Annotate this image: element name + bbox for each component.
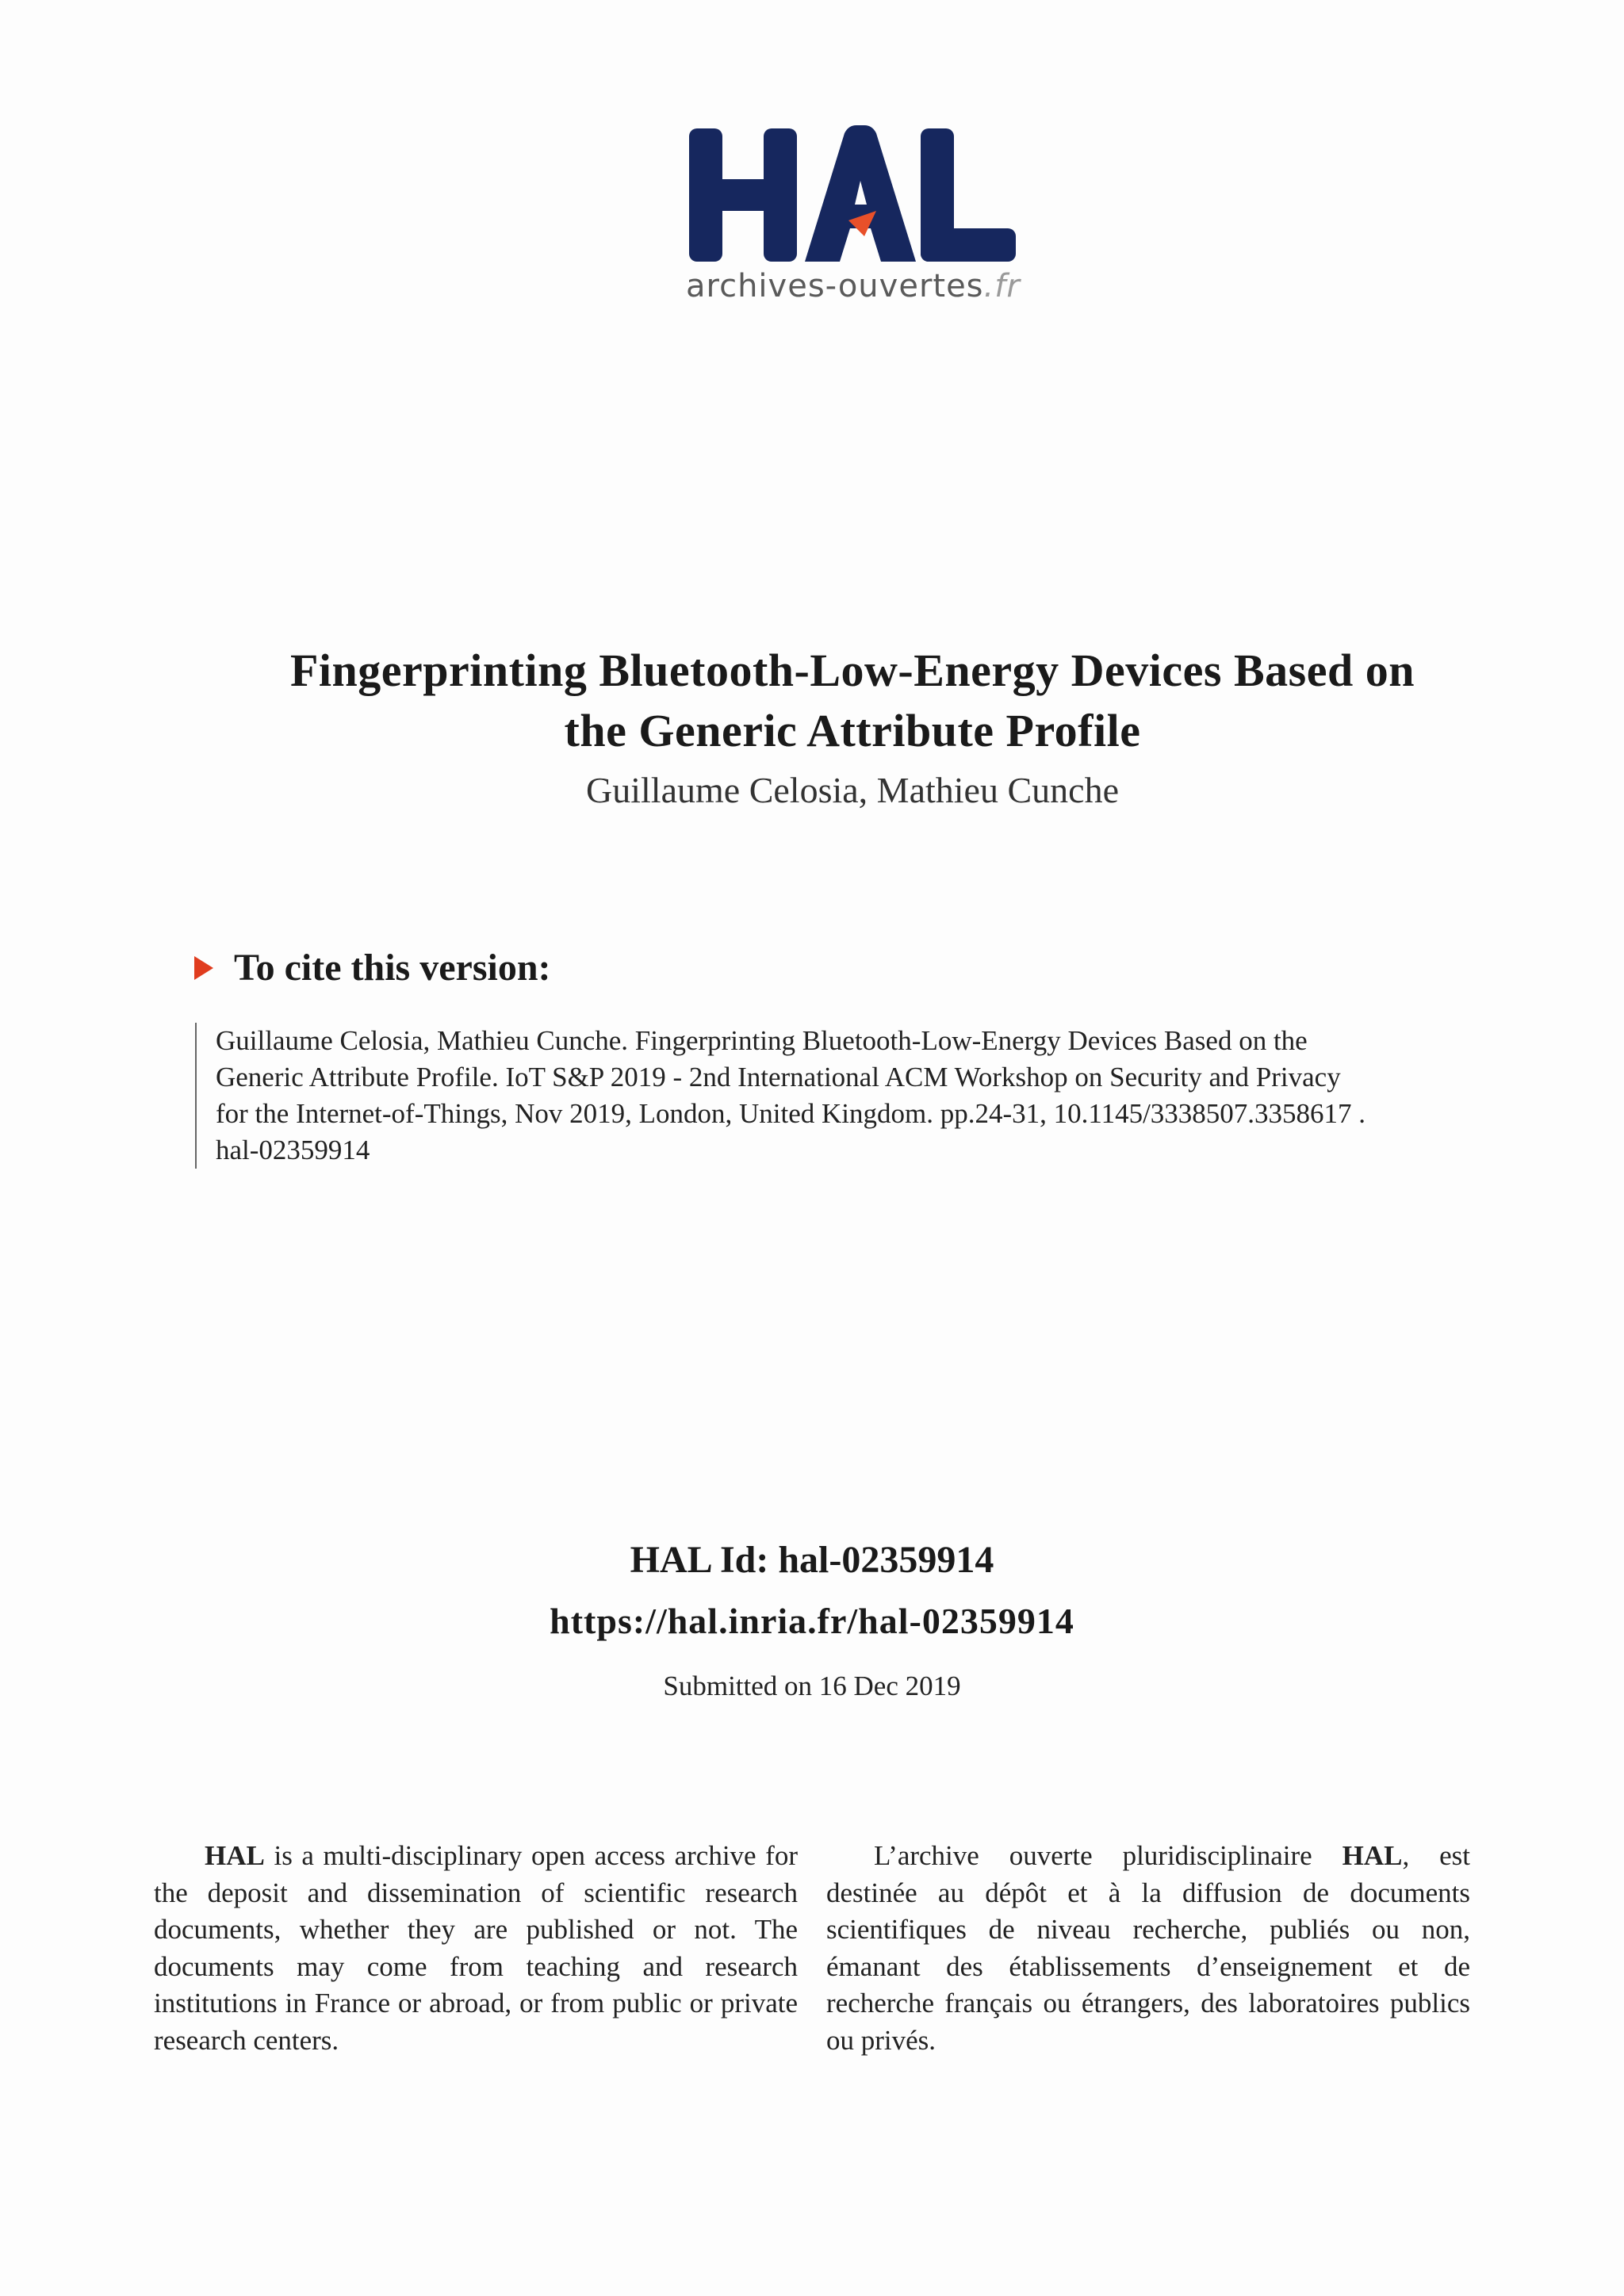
- hal-url-link[interactable]: https://hal.inria.fr/hal-02359914: [550, 1601, 1074, 1641]
- hal-bold-fr: HAL: [1342, 1840, 1403, 1871]
- citation-line: Guillaume Celosia, Mathieu Cunche. Fingerprinting Bluetooth-Low-Energy Devices Based on the: [216, 1025, 1308, 1056]
- citation-block: [195, 1023, 1548, 1169]
- english-description: [154, 1838, 798, 2059]
- title-line-2: the Generic Attribute Profile: [564, 705, 1141, 756]
- cite-heading: [194, 946, 551, 989]
- french-description-after: , est destinée au dépôt et à la diffusion de documents scientifiques de niveau recherche, publiés ou non, émanant des établissements d’enseignement et de recherche français ou étrangers, des laboratoires publics ou privés.: [826, 1840, 1470, 2056]
- authors: Guillaume Celosia, Mathieu Cunche: [586, 770, 1119, 810]
- title-line-1: Fingerprinting Bluetooth-Low-Energy Devices Based on: [290, 645, 1415, 696]
- citation-line: hal-02359914: [216, 1135, 370, 1165]
- hal-bold-en: HAL: [205, 1840, 265, 1871]
- hal-logo: [686, 125, 1019, 316]
- triangle-bullet-icon: [194, 956, 213, 980]
- citation-line: Generic Attribute Profile. IoT S&P 2019 - 2nd International ACM Workshop on Security and Privacy: [216, 1062, 1341, 1093]
- submission-date: Submitted on 16 Dec 2019: [663, 1670, 961, 1701]
- paper-title: [159, 641, 1546, 761]
- cite-heading-text: To cite this version:: [234, 947, 551, 989]
- citation-line: for the Internet-of-Things, Nov 2019, London, United Kingdom. pp.24-31, 10.1145/3338507.3358617 .: [216, 1098, 1366, 1129]
- english-description-text: is a multi-disciplinary open access archive for the deposit and dissemination of scientific research documents, whether they are published or not. The documents may come from teaching and research institutions in France or abroad, or from public or private research centers.: [154, 1840, 798, 2056]
- logo-subtitle: archives-ouvertes.fr: [686, 268, 1021, 304]
- hal-id: HAL Id: hal-02359914: [630, 1539, 994, 1581]
- french-description: [826, 1838, 1470, 2059]
- french-description-before: L’archive ouverte pluridisciplinaire: [874, 1840, 1342, 1871]
- hal-logo-mark: [686, 125, 1019, 264]
